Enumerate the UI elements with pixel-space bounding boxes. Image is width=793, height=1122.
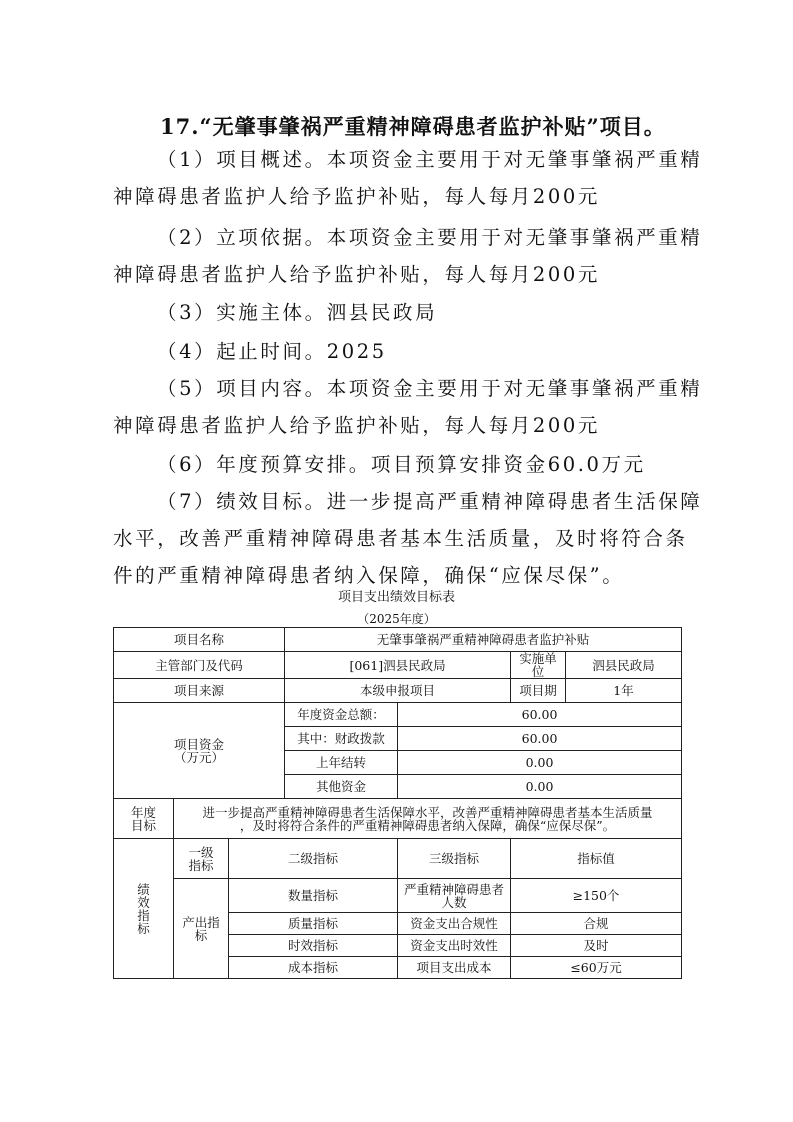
period-value: 1年: [566, 679, 682, 703]
goal-text: [174, 799, 682, 839]
funds-label-line-1: 项目资金: [174, 736, 225, 752]
indicator-level3: 项目支出成本: [398, 957, 511, 979]
fund-other-label: 其他资金: [285, 775, 398, 799]
paragraph-5-line-2: 神障碍患者监护人给予监护补贴，每人每月200元: [113, 414, 601, 437]
impl-value: 泗县民政局: [566, 652, 682, 679]
paragraph-2-line-2: 神障碍患者监护人给予监护补贴，每人每月200元: [113, 263, 601, 286]
indicator-level3: 资金支出时效性: [398, 935, 511, 957]
indicator-level3-line-1: 严重精神障碍患者: [404, 881, 505, 897]
table-row: [114, 628, 682, 652]
table-row: [114, 799, 682, 839]
goal-text-line-1: 进一步提高严重精神障碍患者生活保障水平，改善严重精神障碍患者基本生活质量: [202, 804, 653, 820]
perf-char: 效: [137, 894, 150, 910]
indicator-level2: 成本指标: [229, 957, 398, 979]
goal-label-line-1: 年度: [130, 804, 156, 820]
indicator-level3: 资金支出合规性: [398, 913, 511, 935]
table-row: [114, 679, 682, 703]
table-row: [114, 879, 682, 913]
indicator-level2: 时效指标: [229, 935, 398, 957]
performance-target-table: [113, 627, 682, 979]
period-label: 项目期: [511, 679, 566, 703]
indicator-value: ≥150个: [511, 879, 682, 913]
paragraph-6: （6）年度预算安排。项目预算安排资金60.0万元: [157, 453, 646, 476]
performance-label: [114, 839, 174, 979]
indicator-level3-line-2: 人数: [441, 894, 467, 910]
output-indicator-label: [174, 879, 229, 979]
source-value: 本级申报项目: [285, 679, 511, 703]
paragraph-5-line-1: （5）项目内容。本项资金主要用于对无肇事肇祸严重精: [157, 377, 703, 400]
fund-fiscal-value: 60.00: [398, 727, 682, 751]
paragraph-7-line-1: （7）绩效目标。进一步提高严重精神障碍患者生活保障: [157, 490, 703, 513]
table-row: [114, 703, 682, 727]
paragraph-1-line-1: （1）项目概述。本项资金主要用于对无肇事肇祸严重精: [157, 148, 703, 171]
table-year: （2025年度）: [357, 612, 436, 626]
level3-header: 三级指标: [398, 839, 511, 879]
goal-label: [114, 799, 174, 839]
table-title: 项目支出绩效目标表: [337, 590, 455, 605]
indicator-level3: [398, 879, 511, 913]
value-header: 指标值: [511, 839, 682, 879]
section-heading: 17.“无肇事肇祸严重精神障碍患者监护补贴”项目。: [160, 114, 666, 139]
project-name-label: 项目名称: [114, 628, 285, 652]
level2-header: 二级指标: [229, 839, 398, 879]
indicator-value: 及时: [511, 935, 682, 957]
paragraph-7-line-3: 件的严重精神障碍患者纳入保障，确保“应保尽保”。: [113, 564, 625, 587]
output-label-line-2: 标: [194, 927, 208, 943]
fund-total-value: 60.00: [398, 703, 682, 727]
level1-header-line-2: 指标: [188, 857, 214, 873]
project-name-value: 无肇事肇祸严重精神障碍患者监护补贴: [285, 628, 682, 652]
goal-label-line-2: 目标: [130, 817, 156, 833]
level1-header: [174, 839, 229, 879]
impl-label: 实施单位: [511, 652, 566, 679]
paragraph-3: （3）实施主体。泗县民政局: [157, 301, 438, 324]
paragraph-4: （4）起止时间。2025: [157, 340, 387, 363]
level1-header-line-1: 一级: [188, 844, 214, 860]
funds-label-line-2: （万元）: [174, 749, 225, 765]
paragraph-1-line-2: 神障碍患者监护人给予监护补贴，每人每月200元: [113, 185, 601, 208]
goal-text-line-2: ，及时将符合条件的严重精神障碍患者纳入保障，确保“应保尽保”。: [239, 817, 616, 833]
source-label: 项目来源: [114, 679, 285, 703]
indicator-level2: 质量指标: [229, 913, 398, 935]
indicator-level2: 数量指标: [229, 879, 398, 913]
fund-total-label: 年度资金总额：: [285, 703, 398, 727]
table-row: [114, 839, 682, 879]
paragraph-2-line-1: （2）立项依据。本项资金主要用于对无肇事肇祸严重精: [157, 226, 703, 249]
fund-carryover-value: 0.00: [398, 751, 682, 775]
table-row: [114, 652, 682, 679]
funds-label: [114, 703, 285, 799]
dept-value: [061]泗县民政局: [285, 652, 511, 679]
perf-char: 标: [137, 920, 150, 936]
dept-label: 主管部门及代码: [114, 652, 285, 679]
perf-char: 绩: [137, 881, 150, 897]
fund-carryover-label: 上年结转: [285, 751, 398, 775]
paragraph-7-line-2: 水平，改善严重精神障碍患者基本生活质量，及时将符合条: [113, 527, 688, 550]
perf-char: 指: [137, 907, 150, 923]
fund-fiscal-label: 其中：财政拨款: [285, 727, 398, 751]
output-label-line-1: 产出指: [182, 914, 220, 930]
indicator-value: ≤60万元: [511, 957, 682, 979]
fund-other-value: 0.00: [398, 775, 682, 799]
indicator-value: 合规: [511, 913, 682, 935]
